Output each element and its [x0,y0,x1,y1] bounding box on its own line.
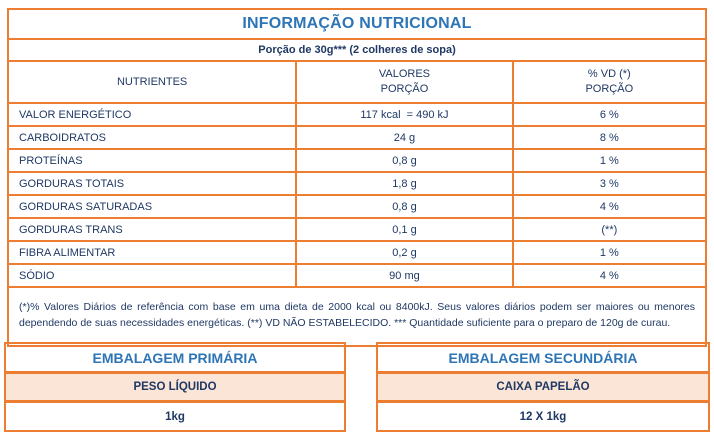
nutrient-value-cell: 24 g [296,126,512,149]
nutrient-vd-cell: 6 % [513,103,706,126]
secondary-packaging-label: CAIXA PAPELÃO [377,373,709,402]
secondary-packaging-title: EMBALAGEM SECUNDÁRIA [377,343,709,373]
col-header-values [296,61,512,103]
col-header-vd-line2: PORÇÃO [585,83,634,95]
table-row [8,264,706,287]
nutrient-vd-cell: 1 % [513,149,706,172]
portion-line: Porção de 30g*** (2 colheres de sopa) [8,39,706,61]
nutrient-vd-cell: 4 % [513,264,706,287]
nutrient-name-cell: GORDURAS TRANS [8,218,296,241]
table-row [8,172,706,195]
nutrient-vd-cell: 1 % [513,241,706,264]
nutrient-value-cell: 0,2 g [296,241,512,264]
table-row [8,126,706,149]
col-header-vd-line1: % VD (*) [587,68,631,81]
nutrient-value-cell: 117 kcal = 490 kJ [296,103,512,126]
nutrition-table-title: INFORMAÇÃO NUTRICIONAL [8,9,706,39]
nutrient-value-cell: 1,8 g [296,172,512,195]
column-header-row [8,61,706,103]
secondary-packaging-table [376,342,710,432]
nutrient-name-cell: SÓDIO [8,264,296,287]
nutrient-vd-cell: 8 % [513,126,706,149]
col-header-values-line1: VALORES [378,68,431,81]
primary-packaging-table [4,342,346,432]
nutrient-name-cell: FIBRA ALIMENTAR [8,241,296,264]
nutrient-name-cell: CARBOIDRATOS [8,126,296,149]
primary-packaging-label: PESO LÍQUIDO [5,373,345,402]
primary-packaging-value: 1kg [5,402,345,432]
nutrient-name-cell: GORDURAS TOTAIS [8,172,296,195]
nutrient-vd-cell: (**) [513,218,706,241]
nutrient-vd-cell: 3 % [513,172,706,195]
daily-values-footnote: (*)% Valores Diários de referência com base em uma dieta de 2000 kcal ou 8400kJ. Seus valores diários podem ser maiores ou menores dependendo de suas necessidades energéticas. (**) VD NÃO ESTABELECIDO. *** Quantidade suficiente para o preparo de 120g de curau. [8,287,706,346]
nutrient-value-cell: 90 mg [296,264,512,287]
col-header-nutrients: NUTRIENTES [8,61,296,103]
col-header-values-line2: PORÇÃO [380,83,429,95]
secondary-packaging-value: 12 X 1kg [377,402,709,432]
nutrition-table [7,8,707,347]
table-row [8,149,706,172]
table-row [8,103,706,126]
table-row [8,241,706,264]
col-header-vd [513,61,706,103]
table-row [8,195,706,218]
primary-packaging-title: EMBALAGEM PRIMÁRIA [5,343,345,373]
nutrient-name-cell: PROTEÍNAS [8,149,296,172]
table-row [8,218,706,241]
nutrient-value-cell: 0,8 g [296,195,512,218]
nutrient-vd-cell: 4 % [513,195,706,218]
nutrient-name-cell: GORDURAS SATURADAS [8,195,296,218]
nutrient-value-cell: 0,8 g [296,149,512,172]
nutrient-value-cell: 0,1 g [296,218,512,241]
nutrient-name-cell: VALOR ENERGÉTICO [8,103,296,126]
